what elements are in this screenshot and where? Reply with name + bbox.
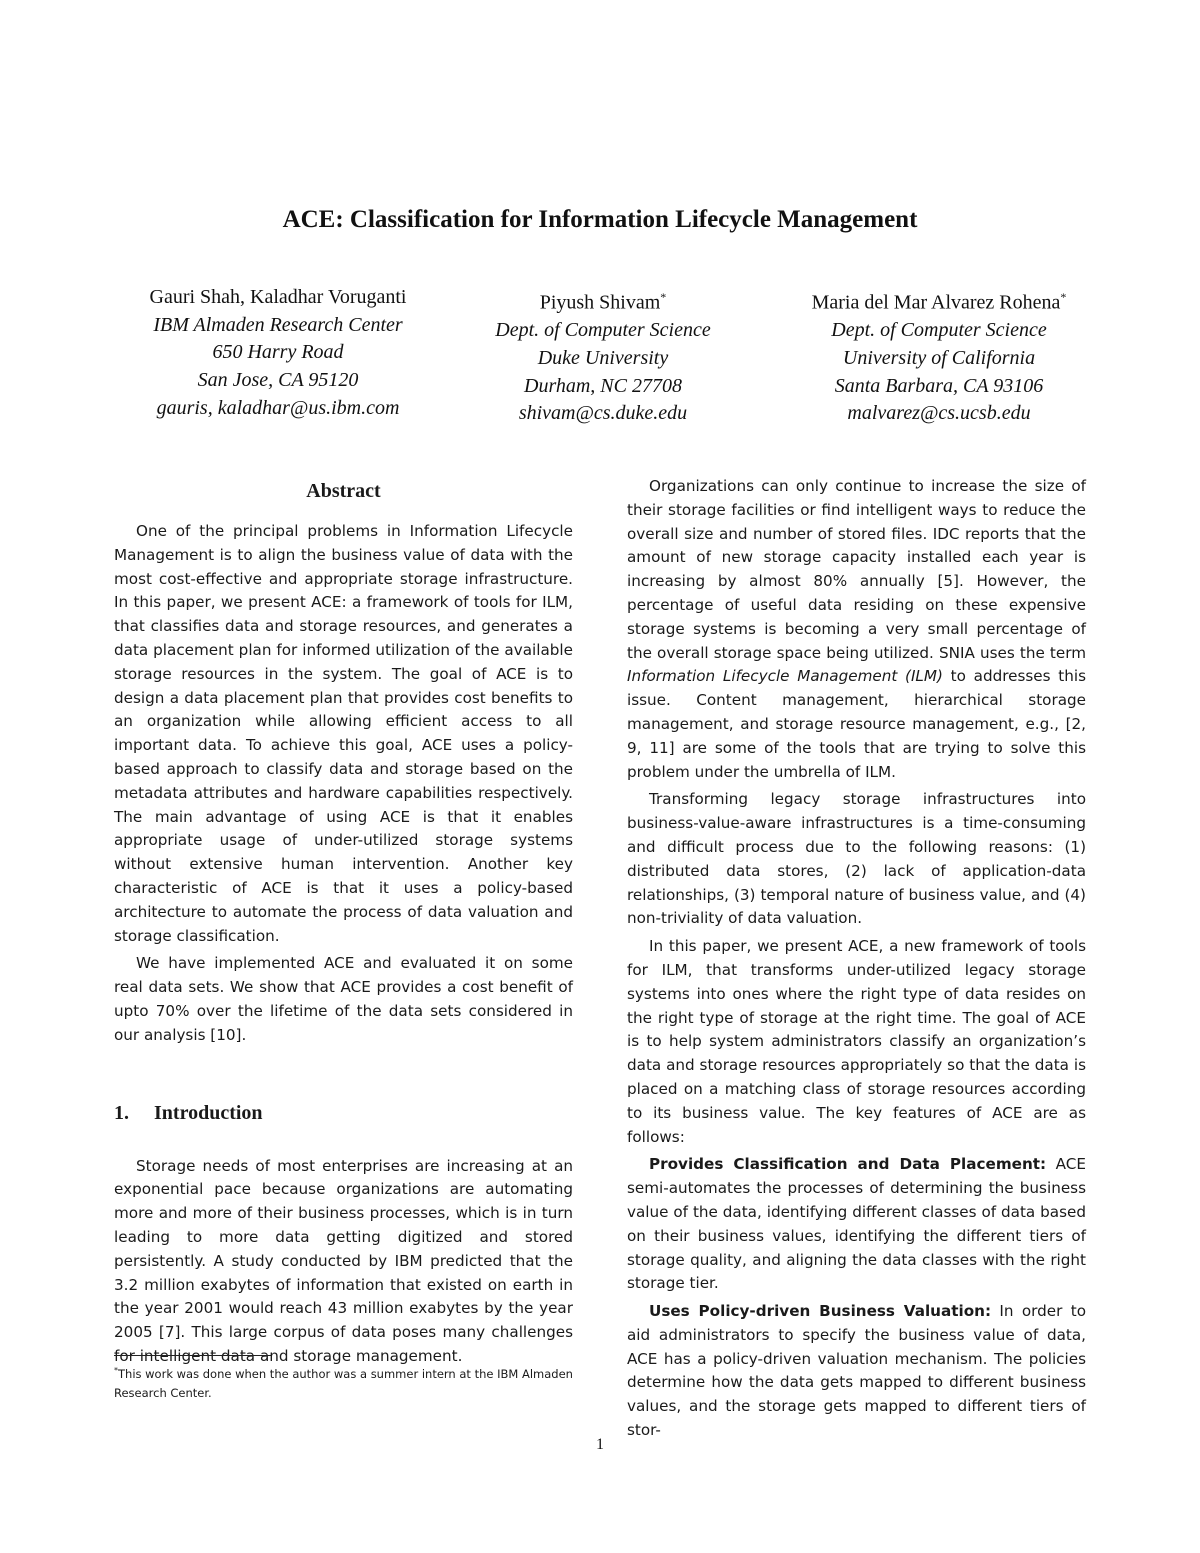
footnote-marker: * — [660, 290, 667, 304]
author-address-line: University of California — [842, 347, 1036, 370]
author-address-line: Duke University — [537, 347, 669, 370]
footnote-marker: * — [114, 1366, 118, 1375]
footnote-divider — [114, 1355, 271, 1356]
abstract-heading: Abstract — [306, 480, 381, 502]
author-address-line: Durham, NC 27708 — [524, 374, 682, 397]
author-address-line: Santa Barbara, CA 93106 — [834, 374, 1044, 397]
author-block-2 — [423, 284, 783, 428]
section-heading-introduction — [114, 1099, 573, 1127]
feature-label: Provides Classification and Data Placement: — [649, 1155, 1047, 1174]
author-address-line: San Jose, CA 95120 — [197, 369, 359, 392]
emphasized-term: Information Lifecycle Management (ILM) — [627, 667, 943, 686]
footnote-marker: * — [1060, 290, 1067, 304]
body-paragraph: In this paper, we present ACE, a new framework of tools for ILM, that transforms under-utilized legacy storage systems into ones where the right type of data resides on the right type of storage at the right time. The goal of ACE is to help system administrators classify an organization’s data and storage resources appropriately so that the data is placed on a matching class of storage resources according to its business value. The key features of ACE are as follows: — [627, 937, 1086, 1146]
abstract-paragraph: We have implemented ACE and evaluated it on some real data sets. We show that ACE provides a cost benefit of upto 70% over the lifetime of the data sets considered in our analysis [10]. — [114, 954, 573, 1044]
paper-title: ACE: Classification for Information Lifecycle Management — [282, 206, 918, 233]
page-number: 1 — [596, 1436, 604, 1453]
footnote: *This work was done when the author was a summer intern at the IBM Almaden Research Center. — [114, 1366, 573, 1400]
section-title: Introduction — [154, 1101, 263, 1124]
body-paragraph: Transforming legacy storage infrastructures into business-value-aware infrastructures is a time-consuming and difficult process due to the following reasons: (1) distributed data stores, (2) lack of application-data relationships, (3) temporal nature of business value, and (4) non-triviality of data valuation. — [627, 790, 1086, 928]
abstract-paragraph: One of the principal problems in Information Lifecycle Management is to align the business value of data with the most cost-effective and appropriate storage infrastructure. In this paper, we present ACE: a framework of tools for ILM, that classifies data and storage resources, and generates a data placement plan for informed utilization of the available storage resources in the system. The goal of ACE is to design a data placement plan that provides cost benefits to an organization while allowing efficient access to all important data. To achieve this goal, ACE uses a policy-based approach to classify data and storage based on the metadata attributes and hardware capabilities respectively. The main advantage of using ACE is that it enables appropriate usage of under-utilized storage systems without extensive human intervention. Another key characteristic of ACE is that it uses a policy-based architecture to automate the process of data valuation and storage classification. — [114, 522, 573, 945]
author-name: Gauri Shah, Kaladhar Voruganti — [149, 286, 407, 308]
feature-paragraph: Provides Classification and Data Placement: ACE semi-automates the processes of determining the business value of the data, identifying different classes of data based on their business values, identifying the different tiers of storage quality, and aligning the data classes with the right storage tier. — [627, 1155, 1086, 1293]
author-affiliation: IBM Almaden Research Center — [153, 313, 403, 336]
author-address-line: 650 Harry Road — [212, 341, 344, 364]
author-email: shivam@cs.duke.edu — [518, 402, 688, 425]
author-name: Piyush Shivam* — [539, 290, 667, 314]
author-affiliation: Dept. of Computer Science — [495, 319, 711, 342]
author-email: malvarez@cs.ucsb.edu — [847, 402, 1031, 425]
feature-paragraph: Uses Policy-driven Business Valuation: In order to aid administrators to specify the business value of data, ACE has a policy-driven valuation mechanism. The policies determine how the data gets mapped to different business values, and the storage gets mapped to different tiers of stor- — [627, 1302, 1086, 1440]
body-paragraph: Storage needs of most enterprises are increasing at an exponential pace because organizations are automating more and more of their business processes, which is in turn leading to more data getting digitized and stored persistently. A study conducted by IBM predicted that the 3.2 million exabytes of information that existed on earth in the year 2001 would reach 43 million exabytes by the year 2005 [7]. This large corpus of data poses many challenges for intelligent data and storage management. — [114, 1156, 573, 1365]
left-column — [114, 475, 573, 1369]
author-block-3 — [752, 284, 1126, 428]
author-email: gauris, kaladhar@us.ibm.com — [156, 396, 400, 419]
feature-label: Uses Policy-driven Business Valuation: — [649, 1302, 992, 1321]
right-column — [627, 475, 1086, 1443]
body-paragraph: Organizations can only continue to increase the size of their storage facilities or find intelligent ways to reduce the overall size and number of stored files. IDC reports that the amount of new storage capacity installed each year is increasing by almost 80% annually [5]. However, the percentage of useful data residing on these expensive storage systems is becoming a very small percentage of the overall storage space being utilized. SNIA uses the term Information Lifecycle Management (ILM) to addresses this issue. Content management, hierarchical storage management, and storage resource management, e.g., [2, 9, 11] are some of the tools that are trying to solve this problem under the umbrella of ILM. — [627, 477, 1086, 781]
author-name: Maria del Mar Alvarez Rohena* — [811, 290, 1067, 314]
section-number: 1. — [114, 1101, 129, 1124]
author-block-1 — [98, 284, 458, 423]
author-affiliation: Dept. of Computer Science — [831, 319, 1047, 342]
